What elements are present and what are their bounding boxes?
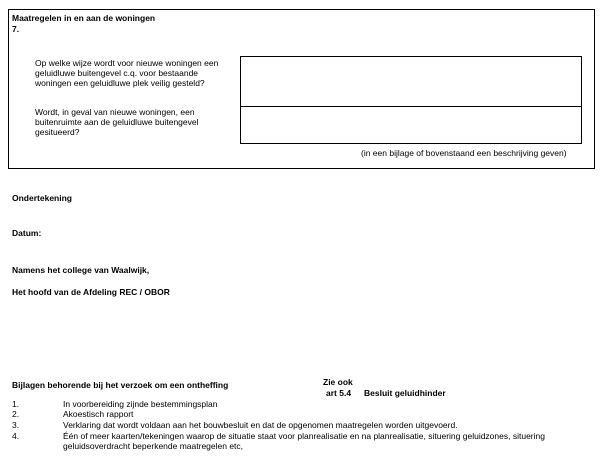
section-number: 7.: [12, 24, 20, 34]
question-1-line: geluidluwe buitengevel c.q. voor bestaande: [35, 68, 199, 78]
question-2-line: buitenruimte aan de geluidluwe buitengevel: [35, 117, 199, 127]
section-note: (in een bijlage of bovenstaand een beschrijving geven): [361, 148, 567, 158]
on-behalf-text: Namens het college van Waalwijk,: [12, 265, 150, 275]
question-1: [35, 58, 250, 88]
question-2-line: Wordt, in geval van nieuwe woningen, een: [35, 107, 195, 117]
answer-field-1[interactable]: [241, 57, 581, 106]
signature-heading: Ondertekening: [12, 193, 72, 203]
reference-title: Besluit geluidhinder: [364, 388, 446, 398]
list-item-text: Één of meer kaarten/tekeningen waarop de situatie staat voor planrealisatie en na planrealisatie, situering geluidzones, situering: [63, 431, 545, 441]
list-item-number: 2.: [12, 409, 20, 419]
list-item-text: Akoestisch rapport: [63, 409, 134, 419]
question-1-line: woningen een geluidluwe plek veilig gesteld?: [35, 78, 205, 88]
answer-box: [240, 56, 582, 144]
reference-article: art 5.4: [326, 388, 352, 398]
attachments-list: [0, 399, 610, 459]
list-item-text: In voorbereiding zijnde bestemmingsplan: [63, 399, 218, 409]
answer-field-2[interactable]: [241, 107, 581, 143]
question-2-line: gesitueerd?: [35, 127, 80, 137]
list-item-number: 4.: [12, 431, 20, 441]
list-item-number: 1.: [12, 399, 20, 409]
list-item-text: Verklaring dat wordt voldaan aan het bouwbesluit en dat de opgenomen maatregelen worden uitgevoerd.: [63, 420, 458, 430]
list-item-number: 3.: [12, 420, 20, 430]
head-of-text: Het hoofd van de Afdeling REC / OBOR: [12, 287, 170, 297]
section-title: Maatregelen in en aan de woningen: [12, 13, 156, 23]
attachments-heading: Bijlagen behorende bij het verzoek om een ontheffing: [12, 380, 229, 390]
reference-label: Zie ook: [323, 377, 353, 387]
list-item-text: geluidsoverdracht beperkende maatregelen etc,: [63, 441, 244, 451]
question-2: [35, 107, 250, 137]
question-1-line: Op welke wijze wordt voor nieuwe woningen een: [35, 58, 219, 68]
date-label: Datum:: [12, 228, 42, 238]
